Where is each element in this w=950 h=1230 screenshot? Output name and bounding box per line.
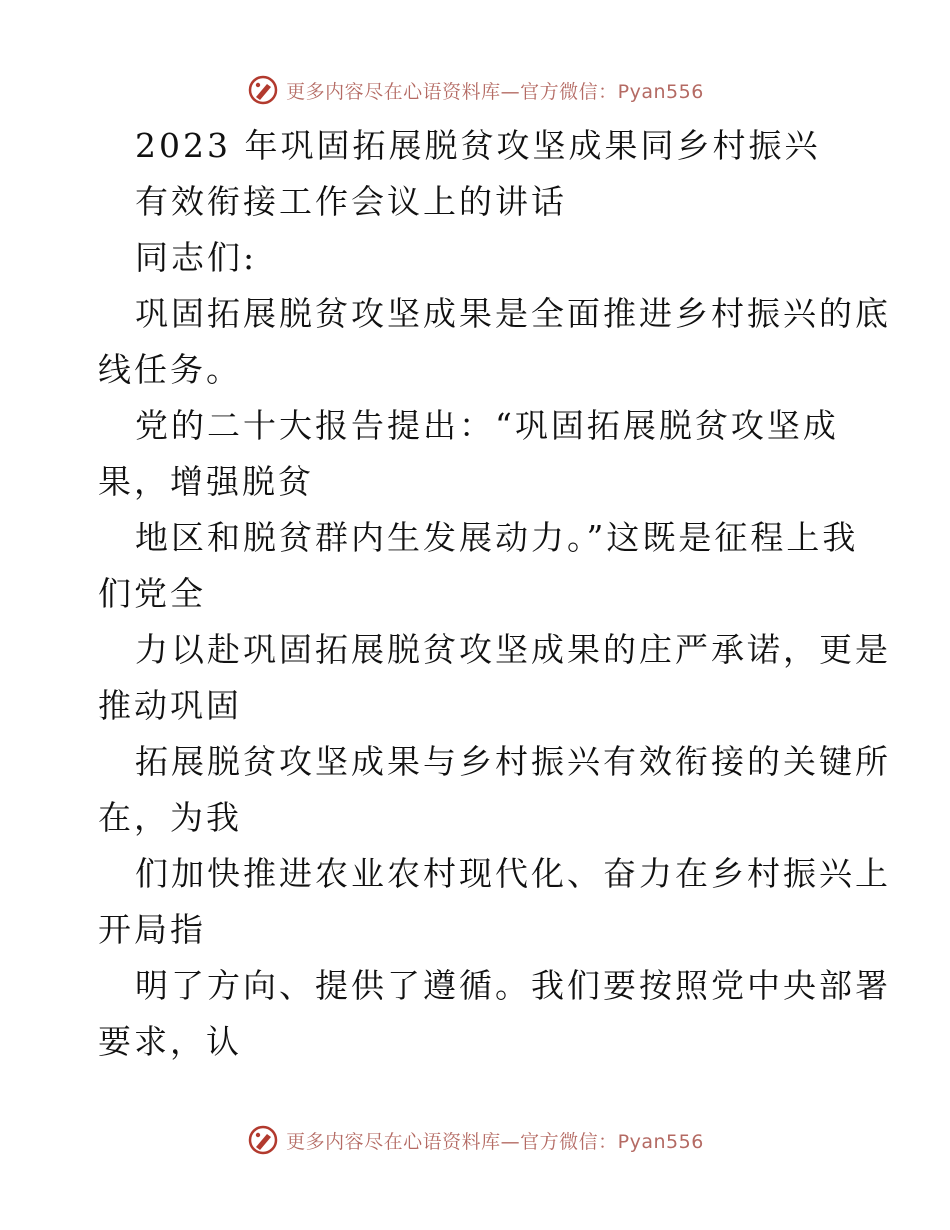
paragraph-line: 开局指 [98,910,206,949]
pen-nib-seal-icon [246,73,280,107]
paragraph-line: 线任务。 [98,350,242,389]
doc-title-line-2: 有效衔接工作会议上的讲话 [135,182,567,221]
paragraph-line: 在，为我 [98,798,242,837]
footer-banner [0,1120,950,1160]
paragraph-line: 要求，认 [98,1022,242,1061]
paragraph-line: 推动巩固 [98,686,242,725]
header-banner [0,70,950,110]
document-body [0,118,950,1070]
paragraph-line: 力以赴巩固拓展脱贫攻坚成果的庄严承诺，更是 [135,630,891,669]
paragraph-line: 拓展脱贫攻坚成果与乡村振兴有效衔接的关键所 [135,742,891,781]
salutation: 同志们: [135,238,258,277]
paragraph-line: 们党全 [98,574,206,613]
banner-text: 更多内容尽在心语资料库—官方微信：Pyan556 [286,80,704,103]
paragraph-line: 们加快推进农业农村现代化、奋力在乡村振兴上 [135,854,891,893]
paragraph-line: 地区和脱贫群内生发展动力。”这既是征程上我 [135,518,859,557]
pen-nib-seal-icon [246,1123,280,1157]
doc-title-line-1: 2023 年巩固拓展脱贫攻坚成果同乡村振兴 [135,126,821,165]
paragraph-line: 党的二十大报告提出：“巩固拓展脱贫攻坚成 [135,406,839,445]
paragraph-line: 巩固拓展脱贫攻坚成果是全面推进乡村振兴的底 [135,294,891,333]
banner-text: 更多内容尽在心语资料库—官方微信：Pyan556 [286,1130,704,1153]
paragraph-line: 明了方向、提供了遵循。我们要按照党中央部署 [135,966,891,1005]
paragraph-line: 果，增强脱贫 [98,462,314,501]
